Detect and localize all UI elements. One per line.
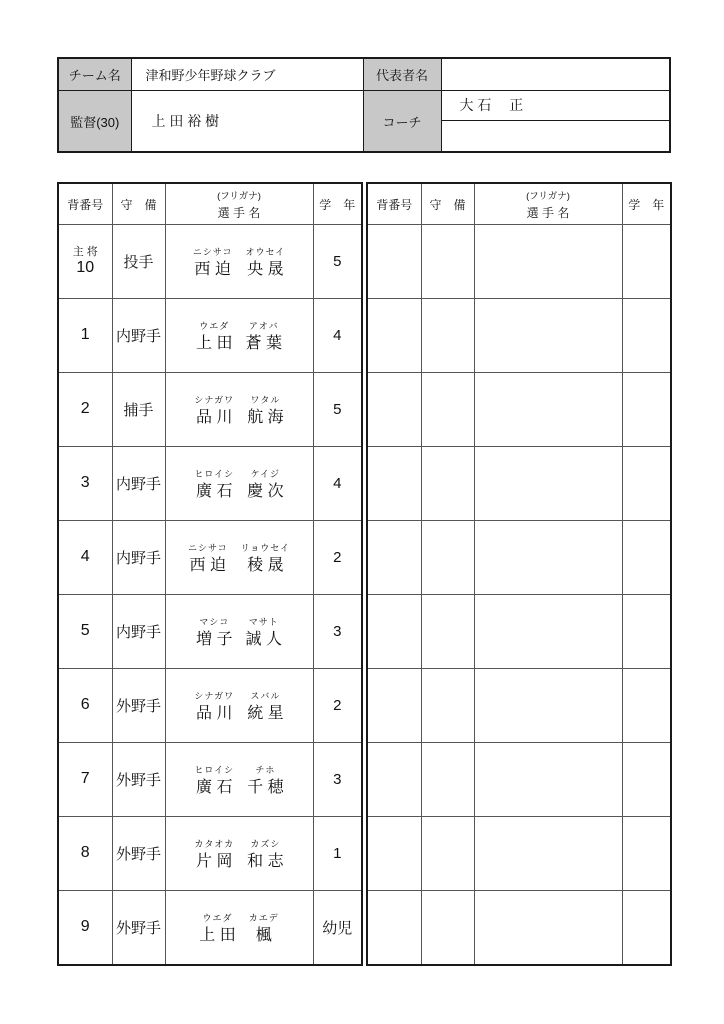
jersey-number-cell [58, 669, 112, 743]
family-furigana: シナガワ [194, 394, 235, 405]
empty-jersey-number-cell [367, 669, 421, 743]
empty-grade-cell [622, 891, 671, 966]
empty-grade-cell [622, 299, 671, 373]
empty-grade-cell [622, 743, 671, 817]
empty-grade-cell [622, 225, 671, 299]
team-name-label: チーム名 [58, 58, 131, 91]
roster-header-row [367, 183, 671, 225]
jersey-number-cell [58, 817, 112, 891]
family-furigana: カタオカ [194, 838, 235, 849]
empty-jersey-number-cell [367, 743, 421, 817]
given-name: 誠 人 [245, 630, 282, 648]
jersey-number-cell [58, 891, 112, 966]
player-name-header [165, 183, 313, 225]
empty-player-name-cell [474, 447, 622, 521]
position-cell: 捕手 [112, 373, 165, 447]
grade-cell: 幼児 [313, 891, 362, 966]
player-name-cell [165, 373, 313, 447]
family-name: 西 迫 [194, 260, 231, 278]
empty-position-cell [421, 743, 474, 817]
team-info-table [57, 57, 671, 153]
grade-cell: 3 [313, 595, 362, 669]
empty-position-cell [421, 447, 474, 521]
given-furigana: スバル [250, 690, 281, 701]
empty-jersey-number-cell [367, 521, 421, 595]
empty-jersey-number-cell [367, 891, 421, 966]
position-cell: 内野手 [112, 521, 165, 595]
table-row [58, 891, 362, 966]
given-furigana: アオバ [248, 320, 279, 331]
family-furigana: マシコ [199, 616, 230, 627]
grade-header: 学 年 [622, 183, 671, 225]
table-row [58, 447, 362, 521]
representative-label: 代表者名 [363, 58, 441, 91]
given-furigana: ケイジ [250, 468, 281, 479]
team-info-row-2 [58, 91, 670, 153]
table-row [58, 225, 362, 299]
empty-player-name-cell [474, 225, 622, 299]
family-furigana: ヒロイシ [194, 764, 235, 775]
given-furigana: マサト [248, 616, 279, 627]
empty-jersey-number-cell [367, 373, 421, 447]
roster-section [57, 182, 672, 966]
given-name: 千 穂 [247, 778, 284, 796]
jersey-number: 8 [80, 844, 90, 862]
empty-table-row [367, 891, 671, 966]
given-furigana: チホ [255, 764, 276, 775]
player-name-cell [165, 595, 313, 669]
empty-grade-cell [622, 669, 671, 743]
empty-jersey-number-cell [367, 447, 421, 521]
jersey-number-cell [58, 299, 112, 373]
jersey-number-cell [58, 743, 112, 817]
table-row [58, 373, 362, 447]
player-name-cell [165, 743, 313, 817]
table-row [58, 299, 362, 373]
empty-player-name-cell [474, 373, 622, 447]
family-name: 上 田 [196, 334, 233, 352]
player-name-cell [165, 817, 313, 891]
empty-player-name-cell [474, 743, 622, 817]
position-cell: 投手 [112, 225, 165, 299]
empty-position-cell [421, 595, 474, 669]
coach-values [441, 91, 670, 153]
position-cell: 内野手 [112, 299, 165, 373]
grade-cell: 1 [313, 817, 362, 891]
coach-name-top: 大 石 正 [459, 97, 524, 113]
team-name-value: 津和野少年野球クラブ [131, 58, 363, 91]
player-name-header-label: 選 手 名 [217, 205, 261, 220]
roster-header-row [58, 183, 362, 225]
coach-name-bottom [442, 120, 670, 151]
empty-position-cell [421, 225, 474, 299]
family-name: 品 川 [196, 704, 233, 722]
jersey-number-cell [58, 447, 112, 521]
empty-table-row [367, 817, 671, 891]
empty-table-row [367, 447, 671, 521]
player-name-cell [165, 521, 313, 595]
empty-player-name-cell [474, 817, 622, 891]
position-cell: 外野手 [112, 817, 165, 891]
jersey-number: 10 [76, 258, 95, 276]
jersey-number: 3 [80, 474, 90, 492]
empty-grade-cell [622, 521, 671, 595]
player-name-header [474, 183, 622, 225]
jersey-number: 2 [80, 400, 90, 418]
position-cell: 外野手 [112, 669, 165, 743]
given-name: 航 海 [247, 408, 284, 426]
family-furigana: ニシサコ [192, 246, 233, 257]
empty-position-cell [421, 373, 474, 447]
empty-table-row [367, 743, 671, 817]
jersey-number-header: 背番号 [58, 183, 112, 225]
empty-position-cell [421, 299, 474, 373]
grade-cell: 4 [313, 299, 362, 373]
jersey-number-cell [58, 373, 112, 447]
empty-player-name-cell [474, 521, 622, 595]
jersey-number: 5 [80, 622, 90, 640]
jersey-number: 6 [80, 696, 90, 714]
jersey-number-cell [58, 225, 112, 299]
given-name: 央 晟 [247, 260, 284, 278]
table-row [58, 669, 362, 743]
given-furigana: リョウセイ [240, 542, 291, 553]
furigana-note: (フリガナ) [526, 190, 570, 202]
family-furigana: ヒロイシ [194, 468, 235, 479]
empty-grade-cell [622, 373, 671, 447]
family-name: 品 川 [196, 408, 233, 426]
empty-player-name-cell [474, 669, 622, 743]
empty-position-cell [421, 521, 474, 595]
team-info-row-1 [58, 58, 670, 91]
empty-player-name-cell [474, 891, 622, 966]
empty-jersey-number-cell [367, 817, 421, 891]
player-name-header-label: 選 手 名 [526, 205, 570, 220]
position-cell: 外野手 [112, 891, 165, 966]
given-name: 稜 晟 [247, 556, 284, 574]
jersey-number-header: 背番号 [367, 183, 421, 225]
table-row [58, 521, 362, 595]
jersey-number: 9 [80, 918, 90, 936]
empty-jersey-number-cell [367, 225, 421, 299]
grade-cell: 2 [313, 669, 362, 743]
family-furigana: シナガワ [194, 690, 235, 701]
given-name: 蒼 葉 [245, 334, 282, 352]
empty-position-cell [421, 817, 474, 891]
given-furigana: カエデ [248, 912, 279, 923]
family-furigana: ニシサコ [187, 542, 228, 553]
empty-table-row [367, 225, 671, 299]
player-name-cell [165, 447, 313, 521]
coach-label: コーチ [363, 91, 441, 153]
manager-label: 監督(30) [58, 91, 131, 153]
empty-grade-cell [622, 817, 671, 891]
table-row [58, 595, 362, 669]
empty-position-cell [421, 669, 474, 743]
position-cell: 外野手 [112, 743, 165, 817]
given-furigana: ワタル [250, 394, 281, 405]
grade-cell: 2 [313, 521, 362, 595]
jersey-number: 7 [80, 770, 90, 788]
position-header: 守 備 [421, 183, 474, 225]
jersey-number-cell [58, 595, 112, 669]
empty-table-row [367, 669, 671, 743]
position-cell: 内野手 [112, 595, 165, 669]
given-name: 和 志 [247, 852, 284, 870]
jersey-number: 1 [80, 326, 90, 344]
empty-jersey-number-cell [367, 299, 421, 373]
family-name: 廣 石 [196, 482, 233, 500]
player-name-cell [165, 225, 313, 299]
empty-jersey-number-cell [367, 595, 421, 669]
empty-player-name-cell [474, 595, 622, 669]
given-furigana: カズシ [250, 838, 281, 849]
roster-table-left [57, 182, 363, 966]
player-name-cell [165, 669, 313, 743]
given-name: 統 星 [247, 704, 284, 722]
family-furigana: ウエダ [202, 912, 233, 923]
grade-cell: 3 [313, 743, 362, 817]
family-name: 廣 石 [196, 778, 233, 796]
family-furigana: ウエダ [199, 320, 230, 331]
grade-cell: 5 [313, 225, 362, 299]
empty-player-name-cell [474, 299, 622, 373]
representative-value [441, 58, 670, 91]
empty-grade-cell [622, 447, 671, 521]
given-furigana: オウセイ [245, 246, 286, 257]
captain-label: 主 将 [72, 245, 98, 258]
empty-position-cell [421, 891, 474, 966]
empty-table-row [367, 521, 671, 595]
family-name: 西 迫 [189, 556, 226, 574]
jersey-number: 4 [80, 548, 90, 566]
given-name: 慶 次 [247, 482, 284, 500]
empty-table-row [367, 595, 671, 669]
player-name-cell [165, 299, 313, 373]
table-row [58, 817, 362, 891]
grade-header: 学 年 [313, 183, 362, 225]
manager-value: 上 田 裕 樹 [131, 91, 363, 153]
given-name: 楓 [255, 926, 272, 944]
position-cell: 内野手 [112, 447, 165, 521]
family-name: 上 田 [199, 926, 236, 944]
empty-table-row [367, 373, 671, 447]
table-row [58, 743, 362, 817]
jersey-number-cell [58, 521, 112, 595]
roster-table-right [366, 182, 672, 966]
player-name-cell [165, 891, 313, 966]
empty-table-row [367, 299, 671, 373]
furigana-note: (フリガナ) [217, 190, 261, 202]
family-name: 増 子 [196, 630, 233, 648]
position-header: 守 備 [112, 183, 165, 225]
family-name: 片 岡 [196, 852, 233, 870]
empty-grade-cell [622, 595, 671, 669]
grade-cell: 4 [313, 447, 362, 521]
grade-cell: 5 [313, 373, 362, 447]
